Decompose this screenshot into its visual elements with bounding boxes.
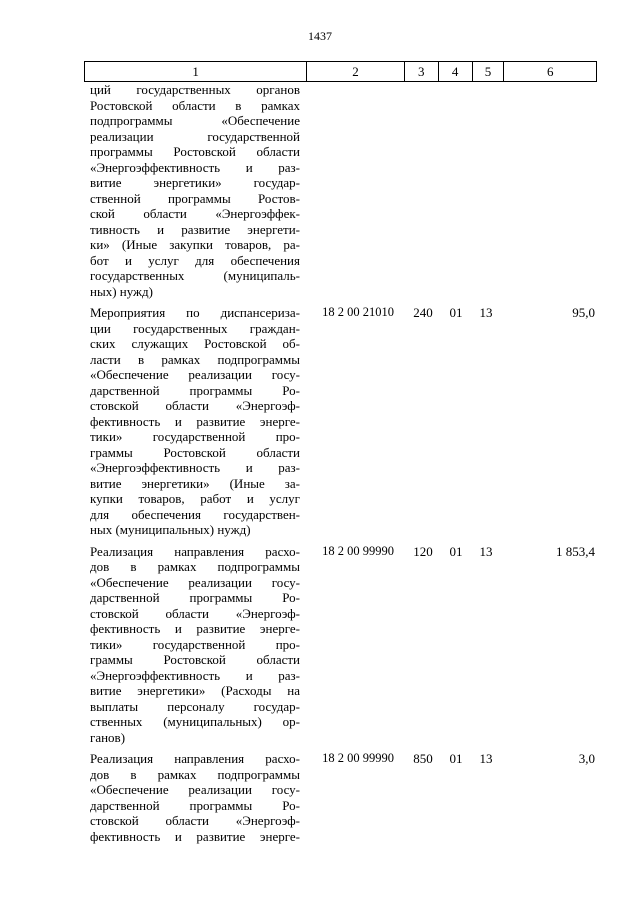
row-section [438,82,472,299]
row-target-code: 18 2 00 99990 [322,543,394,558]
description-line: тики» государственной про- [90,429,300,444]
description-line: ственных (муниципальных) ор- [90,714,300,729]
description-line: тики» государственной про- [90,636,300,652]
description-line: Реализация направления расхо- [90,543,300,559]
description-line: граммы Ростовской области [90,652,300,667]
description-line: дов в рамках подпрограммы [90,766,300,782]
row-expense-type: 850 [413,751,433,766]
description-line: ственной программы Ростов- [90,190,300,206]
row-amount: 1 853,4 [556,543,595,559]
description-line: ции государственных граждан- [90,320,300,336]
description-line: для обеспечения государствен- [90,506,300,522]
budget-table [84,61,597,850]
row-description [84,82,306,299]
row-amount [504,82,597,299]
description-line: витие энергетики» государ- [90,175,300,190]
table-row [84,751,597,844]
description-line: Реализация направления расхо- [90,751,300,766]
description-line: ных (муниципальных) нужд) [90,522,251,537]
description-line: ских служащих Ростовской об- [90,336,300,351]
description-line: Мероприятия по диспансериза- [90,305,300,320]
row-amount: 95,0 [572,305,595,320]
row-section: 01 [449,751,463,766]
row-section: 01 [449,305,463,320]
description-line: бот и услуг для обеспечения [90,252,300,268]
description-line: ганов) [90,729,126,745]
description-line: «Энергоэффективность и раз- [90,460,300,475]
description-line: граммы Ростовской области [90,444,300,460]
description-line: подпрограммы «Обеспечение [90,113,300,128]
row-expense-type: 120 [413,543,433,559]
description-line: реализации государственной [90,128,300,144]
description-line: фективность и развитие энерге- [90,413,300,429]
description-line: купки товаров, работ и услуг [90,491,300,506]
row-subsection: 13 [479,305,493,320]
row-description [84,751,306,844]
table-row [84,82,597,299]
page-number: 1437 [308,29,332,43]
description-line: дов в рамках подпрограммы [90,559,300,574]
description-line: витие энергетики» (Расходы на [90,683,300,698]
description-line: ской области «Энергоэффек- [90,206,300,221]
description-line: Ростовской области в рамках [90,97,300,113]
description-line: дарственной программы Ро- [90,797,300,813]
description-line: государственных (муниципаль- [90,268,300,283]
row-target-code [306,82,404,299]
description-line: ций государственных органов [90,82,300,97]
row-subsection: 13 [479,751,493,766]
row-expense-type: 240 [413,305,433,320]
header-col-5: 5 [472,62,504,81]
description-line: ных) нужд) [90,283,153,299]
row-amount: 3,0 [578,751,595,766]
description-line: выплаты персоналу государ- [90,698,300,714]
table-body [84,82,597,844]
header-col-4: 4 [438,62,472,81]
header-col-3: 3 [404,62,438,81]
description-line: программы Ростовской области [90,144,300,159]
description-line: ки» (Иные закупки товаров, ра- [90,237,300,252]
description-line: стовской области «Энергоэф- [90,813,300,828]
row-subsection [472,82,504,299]
header-col-1: 1 [192,64,199,79]
description-line: «Обеспечение реализации госу- [90,367,300,382]
row-expense-type [404,82,438,299]
header-col-2: 2 [306,62,404,81]
table-row [84,305,597,538]
description-line: стовской области «Энергоэф- [90,605,300,621]
header-col-6: 6 [503,62,596,81]
row-description [84,305,306,538]
row-target-code: 18 2 00 21010 [322,305,394,319]
description-line: «Энергоэффективность и раз- [90,159,300,175]
description-line: дарственной программы Ро- [90,382,300,398]
row-section: 01 [449,543,463,559]
description-line: витие энергетики» (Иные за- [90,475,300,491]
row-description [84,544,306,746]
description-line: дарственной программы Ро- [90,590,300,605]
table-header-row [84,61,597,82]
description-line: ласти в рамках подпрограммы [90,351,300,367]
description-line: фективность и развитие энерге- [90,621,300,636]
row-target-code: 18 2 00 99990 [322,751,394,765]
table-row [84,544,597,746]
description-line: фективность и развитие энерге- [90,828,300,844]
description-line: «Обеспечение реализации госу- [90,782,300,797]
description-line: «Энергоэффективность и раз- [90,667,300,683]
description-line: «Обеспечение реализации госу- [90,574,300,590]
row-subsection: 13 [479,543,493,559]
description-line: стовской области «Энергоэф- [90,398,300,413]
description-line: тивность и развитие энергети- [90,221,300,237]
